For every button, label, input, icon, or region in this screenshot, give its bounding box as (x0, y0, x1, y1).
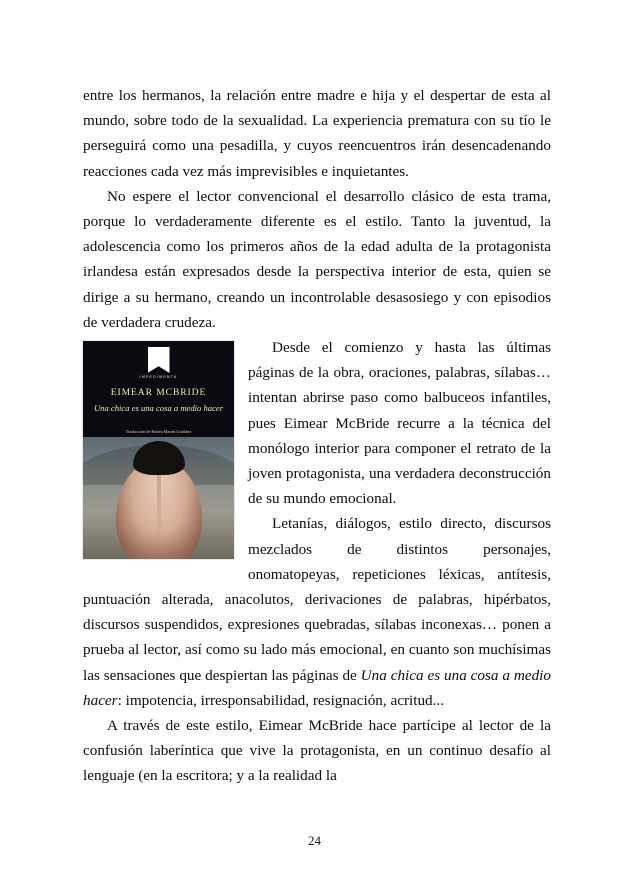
cover-title: Una chica es una cosa a medio hacer (93, 403, 224, 414)
cover-author: EIMEAR MCBRIDE (110, 387, 207, 399)
paragraph-5: A través de este estilo, Eimear McBride hace partícipe al lector de la confusión laberíntica que vive la protagonista, en un continuo desafío al lenguaje (en la escritora; y a la realidad la (83, 717, 551, 785)
cover-translator: Traducción de Rubén Martín Giráldez (125, 429, 192, 435)
page-number: 24 (308, 833, 321, 848)
cover-photo (83, 437, 234, 559)
paragraph-1: entre los hermanos, la relación entre madre e hija y el despertar de esta al mundo, sobre todo de la sexualidad. La experiencia prematura con su tío le perseguirá como una pesadilla, y cuyos reencuentros irán desencadenando reacciones cada vez más imprevisibles e inquietantes. (83, 87, 551, 180)
paragraph-4-text-before: Letanías, diálogos, estilo directo, discursos mezclados de distintos personajes, onomatopeyas, repeticiones léxicas, antítesis, puntuación alterada, anacolutos, derivaciones de palabras, hipérbatos, discursos suspendidos, expresiones quebradas, sílabas inconexas… ponen a prueba al lector, así como su lado más emocional, en cuanto son muchísimas las sensaciones que despiertan las páginas de (83, 515, 551, 684)
paragraph-4-text-after: : impotencia, irresponsabilidad, resignación, acritud... (117, 691, 445, 709)
publisher-imprint: IMPEDIMENTA (139, 375, 178, 380)
book-cover-image (83, 341, 234, 559)
paragraph-3: Desde el comienzo y hasta las últimas páginas de la obra, oraciones, palabras, sílabas… intentan abrirse paso como balbuceos infantiles, pues Eimear McBride recurre a la técnica del monólogo interior para componer el retrato de la joven protagonista, una verdadera deconstrucción de su mundo emocional. (248, 339, 551, 508)
paragraph-2: No espere el lector convencional el desarrollo clásico de esta trama, porque lo verdaderamente diferente es el estilo. Tanto la juventud, la adolescencia como los primeros años de la edad adulta de la protagonista irlandesa están expresados desde la perspectiva interior de esta, quien se dirige a su hermano, creando un incontrolable desasosiego y con episodios de verdadera crudeza. (83, 187, 551, 331)
page-body (83, 83, 551, 789)
book-title-italic: Una chica es una cosa a medio hacer (83, 666, 551, 709)
book-cover-figure (83, 341, 234, 559)
